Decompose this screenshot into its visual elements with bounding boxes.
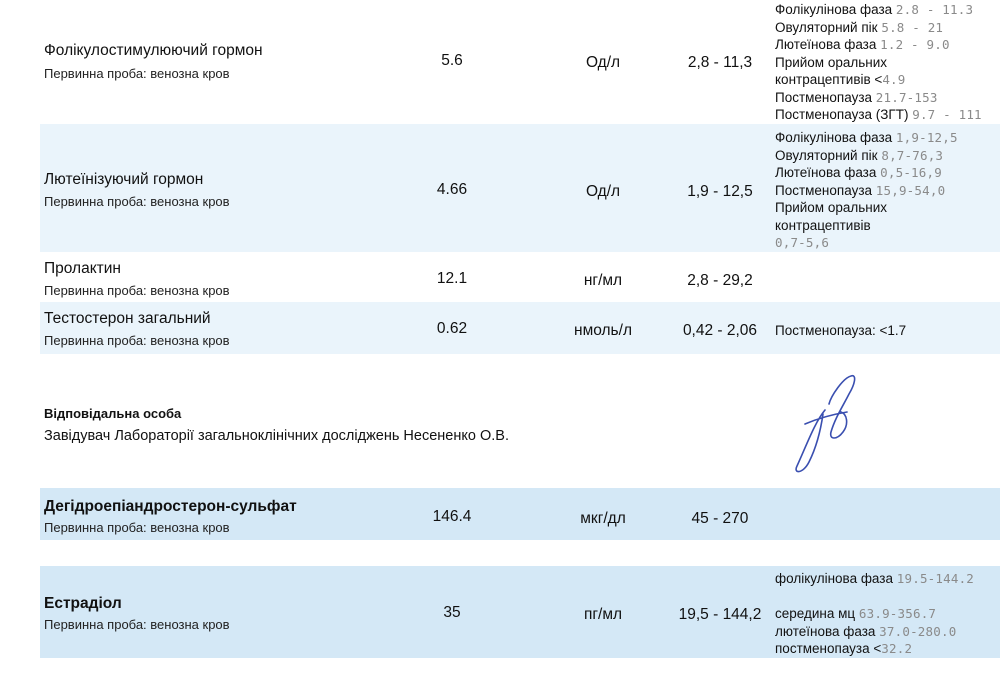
reference-line: Постменопауза 15,9-54,0 xyxy=(775,182,946,198)
test-value: 35 xyxy=(443,604,461,621)
reference-values xyxy=(775,570,974,658)
reference-line: Овуляторний пік 8,7-76,3 xyxy=(775,147,944,163)
reference-values xyxy=(775,1,982,124)
test-name: Дегідроепіандростерон-сульфат xyxy=(44,498,297,515)
test-name: Естрадіол xyxy=(44,595,122,612)
reference-line: Постменопауза 21.7-153 xyxy=(775,89,938,105)
test-range: 2,8 - 29,2 xyxy=(687,272,753,289)
signature-icon xyxy=(785,374,865,478)
reference-line: Фолікулінова фаза 1,9-12,5 xyxy=(775,130,958,145)
reference-line: Постменопауза (ЗГТ) 9.7 - 111 xyxy=(775,107,982,122)
reference-line: Прийом оральних xyxy=(775,54,888,70)
test-value: 12.1 xyxy=(436,270,468,287)
test-row-fsh xyxy=(40,0,1000,124)
reference-line: Лютеїнова фаза 0,5-16,9 xyxy=(775,165,942,180)
reference-line: контрацептивів xyxy=(775,217,871,233)
reference-line: Постменопауза: <1.7 xyxy=(775,323,907,338)
test-row-estradiol xyxy=(40,566,1000,658)
test-unit: пг/мл xyxy=(583,606,623,623)
test-sample: Первинна проба: венозна кров xyxy=(44,333,230,348)
test-unit: Од/л xyxy=(585,183,621,200)
test-range: 19,5 - 144,2 xyxy=(678,606,762,623)
test-range: 45 - 270 xyxy=(691,510,749,527)
test-range: 0,42 - 2,06 xyxy=(682,322,758,339)
test-sample: Первинна проба: венозна кров xyxy=(44,520,230,535)
test-row-lh xyxy=(40,124,1000,252)
reference-line: середина мц 63.9-356.7 xyxy=(775,606,937,621)
test-name: Лютеїнізуючий гормон xyxy=(44,171,204,188)
reference-line: лютеїнова фаза 37.0-280.0 xyxy=(775,623,957,639)
test-row-testosterone xyxy=(40,302,1000,354)
test-name: Пролактин xyxy=(44,260,121,277)
test-row-dhea-s xyxy=(40,488,1000,540)
reference-line-spacer xyxy=(775,588,974,606)
test-value: 0.62 xyxy=(436,320,468,337)
test-range: 2,8 - 11,3 xyxy=(687,54,753,71)
test-value: 5.6 xyxy=(441,52,463,69)
test-sample: Первинна проба: венозна кров xyxy=(44,617,230,632)
test-unit: Од/л xyxy=(585,54,621,71)
reference-line: Лютеїнова фаза 1.2 - 9.0 xyxy=(775,37,950,52)
test-sample: Первинна проба: венозна кров xyxy=(44,66,230,81)
test-name: Фолікулостимулюючий гормон xyxy=(44,42,263,59)
reference-line: 0,7-5,6 xyxy=(775,235,830,250)
reference-line: Прийом оральних xyxy=(775,200,888,215)
reference-line: фолікулінова фаза 19.5-144.2 xyxy=(775,571,975,586)
reference-line: постменопауза <32.2 xyxy=(775,641,913,656)
responsible-person: Завідувач Лабораторії загальноклінічних досліджень Несененко О.В. xyxy=(44,428,509,444)
test-name: Тестостерон загальний xyxy=(44,310,211,327)
test-unit: мкг/дл xyxy=(580,510,626,527)
test-sample: Первинна проба: венозна кров xyxy=(44,194,230,209)
test-value: 146.4 xyxy=(432,508,472,525)
reference-values xyxy=(775,129,958,252)
test-sample: Первинна проба: венозна кров xyxy=(44,283,230,298)
test-unit: нг/мл xyxy=(583,272,623,289)
reference-values xyxy=(775,322,906,340)
reference-line: контрацептивів <4.9 xyxy=(775,72,906,87)
responsible-label: Відповідальна особа xyxy=(44,406,182,421)
test-unit: нмоль/л xyxy=(574,322,632,339)
reference-line: Овуляторний пік 5.8 - 21 xyxy=(775,19,944,35)
test-value: 4.66 xyxy=(436,181,468,198)
test-range: 1,9 - 12,5 xyxy=(687,183,753,200)
reference-line: Фолікулінова фаза 2.8 - 11.3 xyxy=(775,2,974,17)
test-row-prolactin xyxy=(40,252,1000,302)
